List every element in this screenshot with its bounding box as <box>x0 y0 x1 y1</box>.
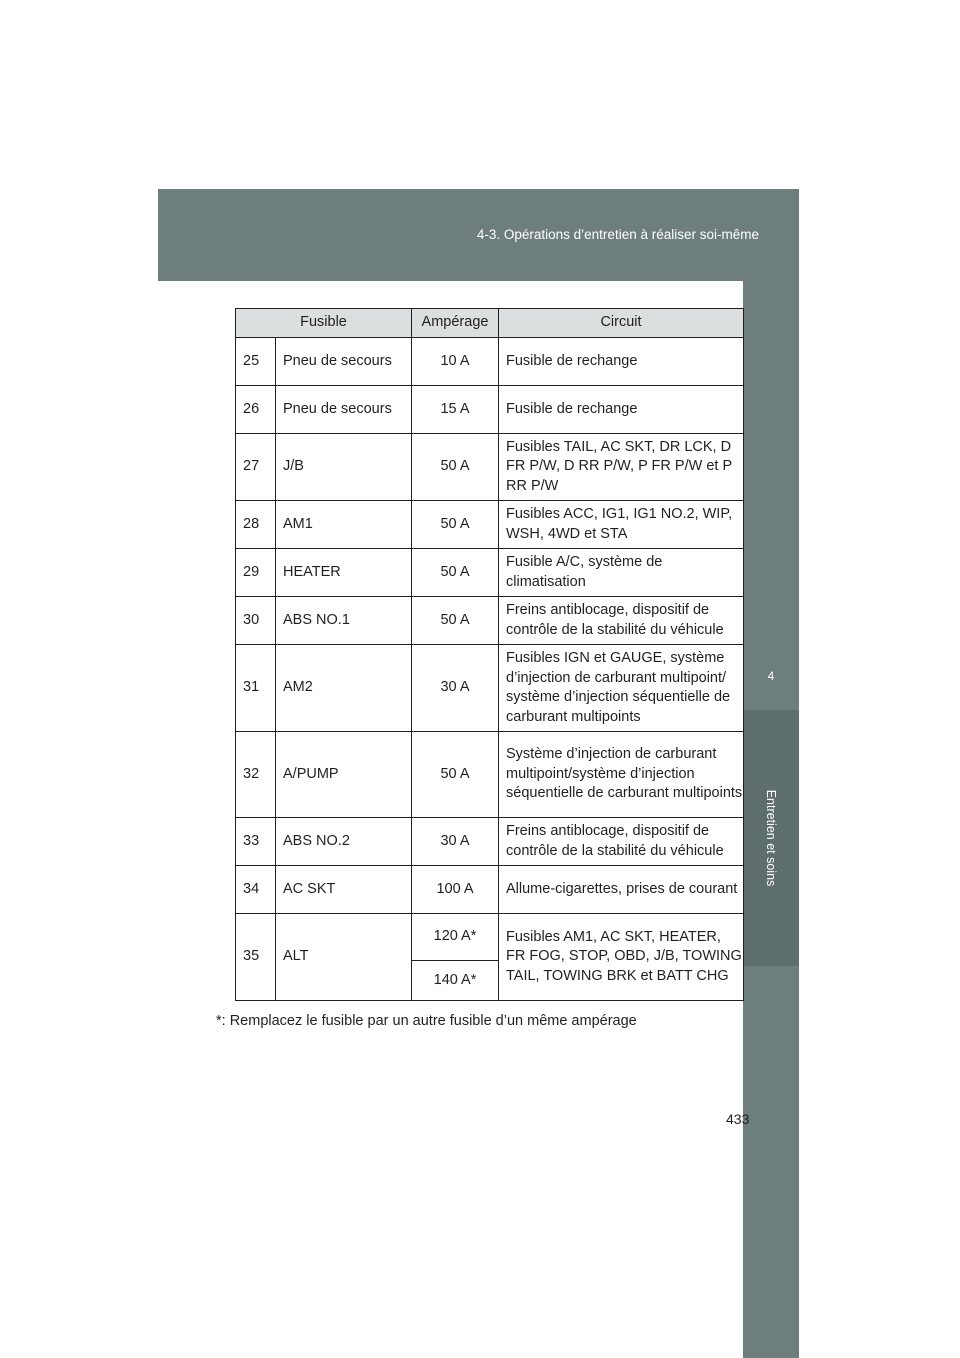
table-row <box>236 501 744 549</box>
fuse-name: AM2 <box>276 645 412 732</box>
fuse-circuit: Fusible de rechange <box>499 386 744 434</box>
fuse-circuit: Freins antiblocage, dispositif de contrôle de la stabilité du véhicule <box>499 818 744 866</box>
fuse-circuit: Système d’injection de carburant multipoint/système d’injection séquentielle de carburant multipoints <box>499 732 744 818</box>
footnote: *: Remplacez le fusible par un autre fusible d’un même ampérage <box>216 1013 637 1029</box>
fuse-number: 27 <box>236 434 276 501</box>
fuse-number: 25 <box>236 338 276 386</box>
fuse-circuit: Fusibles AM1, AC SKT, HEATER, FR FOG, STOP, OBD, J/B, TOWING TAIL, TOWING BRK et BATT CHG <box>499 914 744 1001</box>
fuse-name: ABS NO.1 <box>276 597 412 645</box>
section-header-bar <box>158 189 799 281</box>
column-header-amperage: Ampérage <box>412 309 499 338</box>
fuse-number: 32 <box>236 732 276 818</box>
fuse-circuit: Fusibles ACC, IG1, IG1 NO.2, WIP, WSH, 4WD et STA <box>499 501 744 549</box>
fuse-amperage: 50 A <box>412 434 499 501</box>
fuse-amperage: 50 A <box>412 549 499 597</box>
fuse-amperage: 15 A <box>412 386 499 434</box>
fuse-circuit: Freins antiblocage, dispositif de contrôle de la stabilité du véhicule <box>499 597 744 645</box>
fuse-amperage: 50 A <box>412 597 499 645</box>
table-row <box>236 645 744 732</box>
fuse-amperage: 30 A <box>412 645 499 732</box>
fuse-table <box>235 308 744 1001</box>
fuse-name: AM1 <box>276 501 412 549</box>
column-header-circuit: Circuit <box>499 309 744 338</box>
chapter-label-box <box>743 710 799 966</box>
chapter-label: Entretien et soins <box>764 789 778 887</box>
fuse-amperage: 30 A <box>412 818 499 866</box>
fuse-number: 29 <box>236 549 276 597</box>
table-row <box>236 597 744 645</box>
fuse-amperage: 140 A* <box>412 961 499 1001</box>
fuse-number: 35 <box>236 914 276 1001</box>
chapter-number: 4 <box>767 669 775 683</box>
fuse-amperage: 120 A* <box>412 914 499 961</box>
page-number: 433 <box>726 1111 750 1127</box>
table-row <box>236 732 744 818</box>
table-header-row <box>236 309 744 338</box>
fuse-number: 31 <box>236 645 276 732</box>
table-row <box>236 914 744 961</box>
table-row <box>236 549 744 597</box>
fuse-name: Pneu de secours <box>276 386 412 434</box>
fuse-circuit: Fusible de rechange <box>499 338 744 386</box>
table-row <box>236 386 744 434</box>
fuse-circuit: Allume-cigarettes, prises de courant <box>499 866 744 914</box>
fuse-amperage: 50 A <box>412 732 499 818</box>
fuse-number: 28 <box>236 501 276 549</box>
section-title: 4-3. Opérations d’entretien à réaliser soi-même <box>476 227 759 242</box>
column-header-fuse: Fusible <box>236 309 412 338</box>
fuse-number: 30 <box>236 597 276 645</box>
fuse-number: 26 <box>236 386 276 434</box>
table-row <box>236 338 744 386</box>
fuse-name: A/PUMP <box>276 732 412 818</box>
fuse-circuit: Fusibles IGN et GAUGE, système d’injection de carburant multipoint/ système d’injection séquentielle de carburant multipoints <box>499 645 744 732</box>
table-row <box>236 434 744 501</box>
fuse-name: ABS NO.2 <box>276 818 412 866</box>
fuse-circuit: Fusible A/C, système de climatisation <box>499 549 744 597</box>
table-row <box>236 866 744 914</box>
fuse-amperage: 10 A <box>412 338 499 386</box>
fuse-name: ALT <box>276 914 412 1001</box>
fuse-name: AC SKT <box>276 866 412 914</box>
fuse-amperage: 50 A <box>412 501 499 549</box>
fuse-number: 34 <box>236 866 276 914</box>
fuse-number: 33 <box>236 818 276 866</box>
fuse-name: J/B <box>276 434 412 501</box>
fuse-name: Pneu de secours <box>276 338 412 386</box>
table-row <box>236 818 744 866</box>
fuse-circuit: Fusibles TAIL, AC SKT, DR LCK, D FR P/W, D RR P/W, P FR P/W et P RR P/W <box>499 434 744 501</box>
chapter-side-tab <box>743 281 799 1358</box>
fuse-amperage: 100 A <box>412 866 499 914</box>
fuse-name: HEATER <box>276 549 412 597</box>
